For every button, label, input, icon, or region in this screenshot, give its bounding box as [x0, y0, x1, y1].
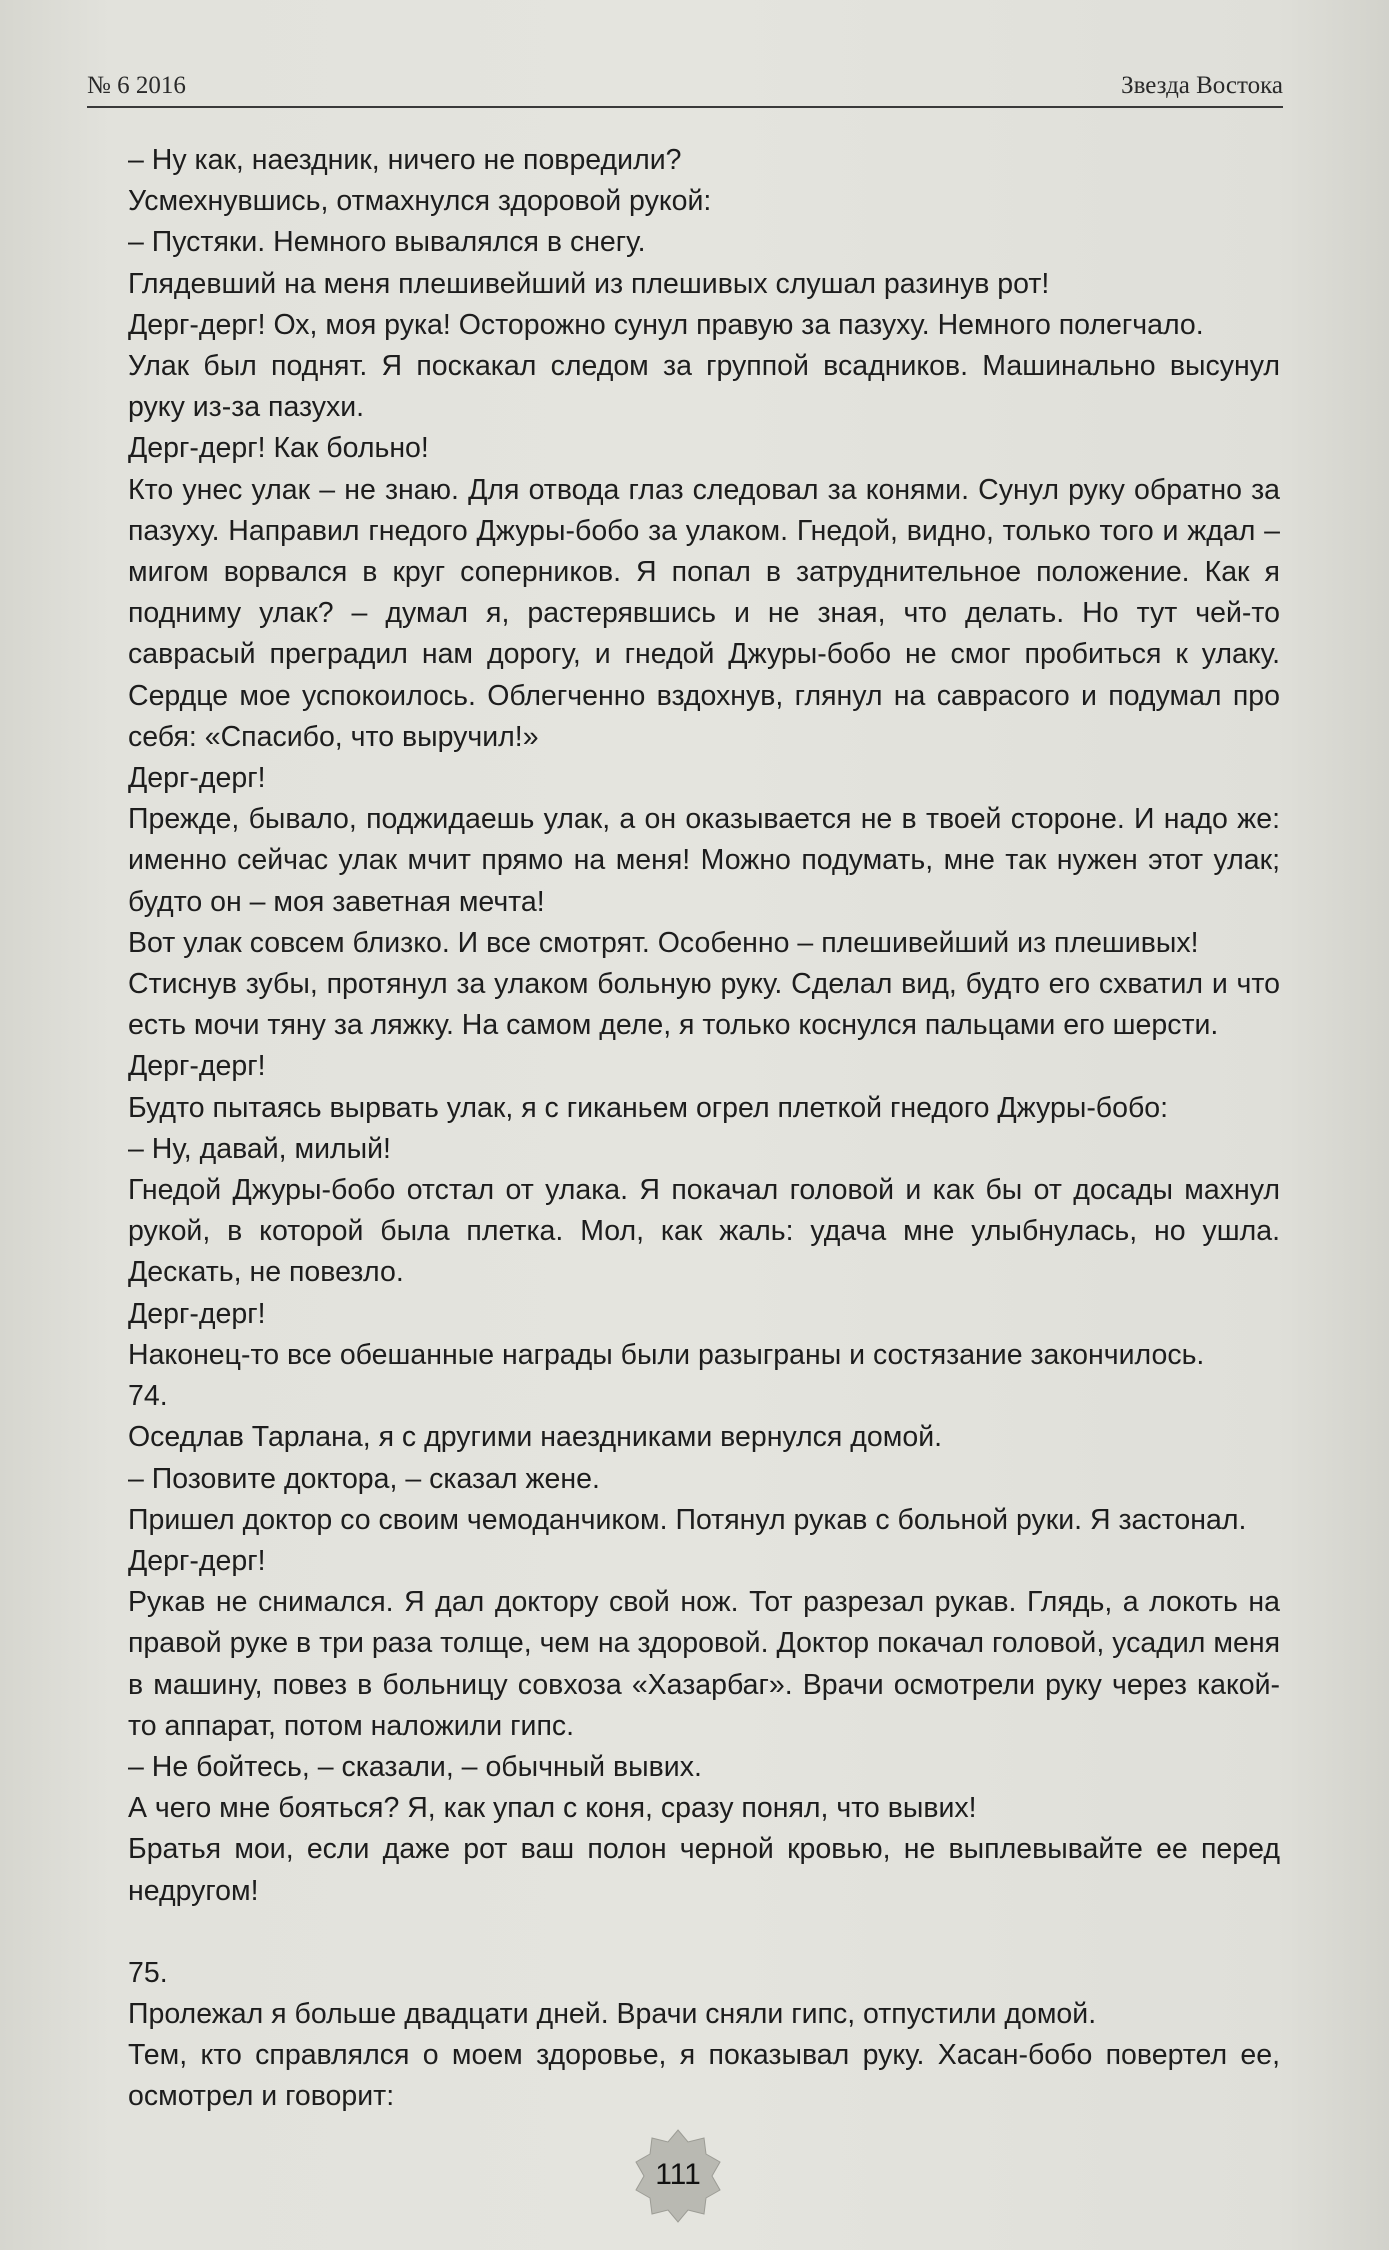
- paragraph: Вот улак совсем близко. И все смотрят. Особенно – плешивейший из плешивых!: [128, 926, 1199, 959]
- paragraph: Дерг-дерг! Ох, моя рука! Осторожно сунул правую за пазуху. Немного полегчало.: [128, 308, 1204, 341]
- paragraph: Кто унес улак – не знаю. Для отвода глаз следовал за конями. Сунул руку обратно за пазуху. Направил гнедого Джуры-бобо за улаком. Гнедой, видно, только того и ждал – мигом ворвался в круг соперников. Я попал в затруднительное положение. Как я подниму улак? – думал я, растерявшись и не зная, что делать. Но тут чей-то саврасый преградил нам дорогу, и гнедой Джуры-бобо не смог пробиться к улаку. Сердце мое успокоилось. Облегченно вздохнув, глянул на саврасого и подумал про себя: «Спасибо, что выручил!»: [128, 473, 1280, 753]
- paragraph: Дерг-дерг!: [128, 1297, 266, 1330]
- paragraph: Гнедой Джуры-бобо отстал от улака. Я покачал головой и как бы от досады махнул рукой, в которой была плетка. Мол, как жаль: удача мне улыбнулась, но ушла. Дескать, не повезло.: [128, 1174, 1280, 1289]
- paragraph: Прежде, бывало, поджидаешь улак, а он оказывается не в твоей стороне. И надо же: именно сейчас улак мчит прямо на меня! Можно подумать, мне так нужен этот улак; будто он – моя заветная мечта!: [128, 803, 1280, 918]
- paragraph: – Не бойтесь, – сказали, – обычный вывих.: [128, 1750, 702, 1783]
- paragraph: Глядевший на меня плешивейший из плешивых слушал разинув рот!: [128, 267, 1050, 300]
- paragraph: Дерг-дерг! Как больно!: [128, 432, 429, 465]
- page-number: 111: [655, 2158, 701, 2191]
- paragraph: – Пустяки. Немного вывалялся в снегу.: [128, 226, 646, 259]
- journal-title: Звезда Востока: [1121, 72, 1283, 99]
- paragraph: Пришел доктор со своим чемоданчиком. Потянул рукав с больной руки. Я застонал.: [128, 1503, 1247, 1536]
- paragraph: Улак был поднят. Я поскакал следом за группой всадников. Машинально высунул руку из-за пазухи.: [128, 350, 1280, 424]
- paragraph: Стиснув зубы, протянул за улаком больную руку. Сделал вид, будто его схватил и что есть мочи тяну за ляжку. На самом деле, я только коснулся пальцами его шерсти.: [128, 968, 1280, 1042]
- page-number-badge: [630, 2128, 726, 2224]
- paragraph: Дерг-дерг!: [128, 1544, 266, 1577]
- paragraph: Тем, кто справлялся о моем здоровье, я показывал руку. Хасан-бобо повертел ее, осмотрел и говорит:: [128, 2039, 1280, 2113]
- running-header: [87, 66, 1283, 106]
- paragraph: Дерг-дерг!: [128, 1050, 266, 1083]
- section-number: 74.: [128, 1380, 168, 1413]
- paragraph: Оседлав Тарлана, я с другими наездниками вернулся домой.: [128, 1421, 943, 1454]
- paragraph: Наконец-то все обешанные награды были разыграны и состязание закончилось.: [128, 1338, 1205, 1371]
- paragraph: – Позовите доктора, – сказал жене.: [128, 1462, 600, 1495]
- section-number: 75.: [128, 1956, 168, 1989]
- header-rule: [87, 106, 1283, 108]
- paragraph: Усмехнувшись, отмахнулся здоровой рукой:: [128, 185, 712, 218]
- paragraph: – Ну как, наездник, ничего не повредили?: [128, 144, 682, 176]
- paragraph: Рукав не снимался. Я дал доктору свой нож. Тот разрезал рукав. Глядь, а локоть на правой руке в три раза толще, чем на здоровой. Доктор покачал головой, усадил меня в машину, повез в больницу совхоза «Хазарбаг». Врачи осмотрели руку через какой-то аппарат, потом наложили гипс.: [128, 1586, 1280, 1742]
- paragraph: – Ну, давай, милый!: [128, 1132, 391, 1165]
- paragraph: Будто пытаясь вырвать улак, я с гиканьем огрел плеткой гнедого Джуры-бобо:: [128, 1091, 1169, 1124]
- issue-number: № 6 2016: [87, 72, 186, 99]
- paragraph: Пролежал я больше двадцати дней. Врачи сняли гипс, отпустили домой.: [128, 1997, 1097, 2030]
- paragraph: Дерг-дерг!: [128, 762, 266, 795]
- body-text: [128, 140, 1280, 2118]
- paragraph: Братья мои, если даже рот ваш полон черной кровью, не выплевывайте ее перед недругом!: [128, 1833, 1280, 1907]
- paragraph: А чего мне бояться? Я, как упал с коня, сразу понял, что вывих!: [128, 1792, 977, 1825]
